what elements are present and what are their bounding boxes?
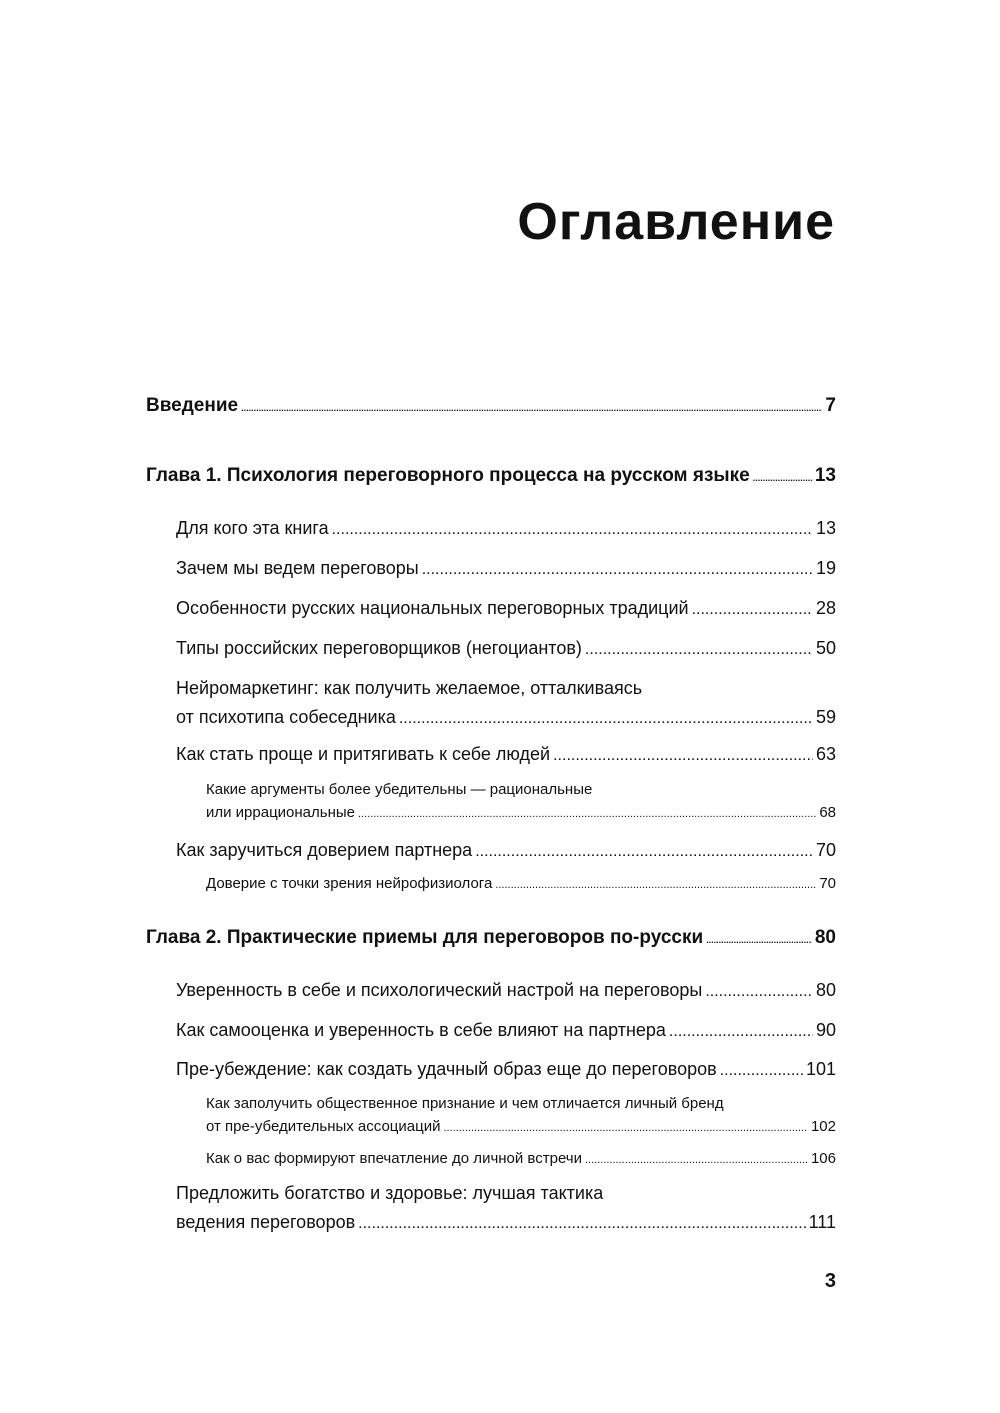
- toc-entry-title-line: Какие аргументы более убедительны — рациональные: [206, 781, 593, 798]
- page-number: 3: [824, 1270, 836, 1292]
- toc-page-number: 80: [815, 980, 836, 1000]
- toc-entry-title: от пре-убедительных ассоциаций: [206, 1118, 441, 1135]
- toc-section[interactable]: [176, 840, 836, 861]
- toc-entry-title: Как стать проще и притягивать к себе людей: [176, 744, 551, 764]
- toc-page-number: 111: [808, 1212, 836, 1232]
- leader-dots: [706, 935, 812, 945]
- toc-page-number: 59: [815, 707, 836, 727]
- toc-chapter-2[interactable]: [146, 927, 836, 949]
- leader-dots: [358, 808, 816, 820]
- toc-entry-title: Зачем мы ведем переговоры: [176, 558, 419, 578]
- leader-dots: [332, 521, 813, 539]
- toc-section[interactable]: [176, 678, 836, 728]
- leader-dots: [553, 747, 813, 765]
- toc-entry-title-line: Как заполучить общественное признание и чем отличается личный бренд: [206, 1095, 724, 1112]
- toc-section[interactable]: [176, 518, 836, 539]
- toc-page-number: 106: [810, 1150, 836, 1167]
- toc-entry-title: Введение: [146, 395, 239, 416]
- toc-entry-title: Доверие с точки зрения нейрофизиолога: [206, 875, 493, 892]
- leader-dots: [585, 1154, 808, 1166]
- toc-intro[interactable]: [146, 395, 836, 417]
- leader-dots: [720, 1062, 803, 1080]
- toc-page-number: 101: [805, 1059, 836, 1079]
- toc-subsection[interactable]: [206, 1150, 836, 1167]
- toc-chapter-title: Глава 1. Психология переговорного процесса на русском языке: [146, 465, 750, 486]
- toc-entry-title: Особенности русских национальных переговорных традиций: [176, 598, 689, 618]
- page-title: Оглавление: [517, 193, 835, 251]
- leader-dots: [358, 1215, 805, 1233]
- toc-section[interactable]: [176, 980, 836, 1001]
- toc-entry-title: Как самооценка и уверенность в себе влияют на партнера: [176, 1020, 666, 1040]
- leader-dots: [475, 843, 813, 861]
- toc-chapter-1[interactable]: [146, 465, 836, 487]
- toc-section[interactable]: [176, 1183, 836, 1233]
- toc-page-number: 63: [815, 744, 836, 764]
- toc-page-number: 7: [825, 395, 836, 416]
- toc-section[interactable]: [176, 638, 836, 659]
- leader-dots: [241, 403, 822, 413]
- leader-dots: [705, 983, 813, 1001]
- toc-page-number: 28: [815, 598, 836, 618]
- toc-section[interactable]: [176, 1059, 836, 1080]
- leader-dots: [495, 879, 816, 891]
- toc-page-number: 19: [815, 558, 836, 578]
- toc-subsection[interactable]: [206, 1095, 836, 1135]
- toc-section[interactable]: [176, 558, 836, 579]
- toc-entry-title: от психотипа собеседника: [176, 707, 396, 727]
- toc-entry-title: Как заручиться доверием партнера: [176, 840, 473, 860]
- leader-dots: [585, 641, 813, 659]
- toc-page-number: 102: [810, 1118, 836, 1135]
- leader-dots: [692, 601, 813, 619]
- toc-page-number: 13: [814, 465, 836, 486]
- toc-page-number: 80: [814, 927, 836, 948]
- toc-page-number: 50: [815, 638, 836, 658]
- toc-page-number: 70: [815, 840, 836, 860]
- toc-section[interactable]: [176, 744, 836, 765]
- toc-entry-title: Типы российских переговорщиков (негоциантов): [176, 638, 582, 658]
- toc-page-number: 68: [819, 804, 836, 821]
- toc-section[interactable]: [176, 598, 836, 619]
- leader-dots: [753, 473, 812, 483]
- toc-page-number: 13: [815, 518, 836, 538]
- toc-page-number: 90: [815, 1020, 836, 1040]
- toc-entry-title: Пре-убеждение: как создать удачный образ еще до переговоров: [176, 1059, 717, 1079]
- leader-dots: [443, 1122, 808, 1134]
- toc-entry-title: ведения переговоров: [176, 1212, 356, 1232]
- leader-dots: [422, 561, 813, 579]
- toc-entry-title-line: Предложить богатство и здоровье: лучшая тактика: [176, 1183, 604, 1203]
- toc-subsection[interactable]: [206, 875, 836, 892]
- toc-entry-title: Как о вас формируют впечатление до личной встречи: [206, 1150, 582, 1167]
- toc-entry-title: или иррациональные: [206, 804, 355, 821]
- toc-entry-title: Для кого эта книга: [176, 518, 329, 538]
- toc-chapter-title: Глава 2. Практические приемы для переговоров по-русски: [146, 927, 704, 948]
- toc-page-number: 70: [819, 875, 836, 892]
- toc-entry-title: Уверенность в себе и психологический настрой на переговоры: [176, 980, 703, 1000]
- leader-dots: [669, 1023, 813, 1041]
- leader-dots: [399, 710, 813, 728]
- toc-subsection[interactable]: [206, 781, 836, 821]
- toc-section[interactable]: [176, 1020, 836, 1041]
- toc-entry-title-line: Нейромаркетинг: как получить желаемое, отталкиваясь: [176, 678, 643, 698]
